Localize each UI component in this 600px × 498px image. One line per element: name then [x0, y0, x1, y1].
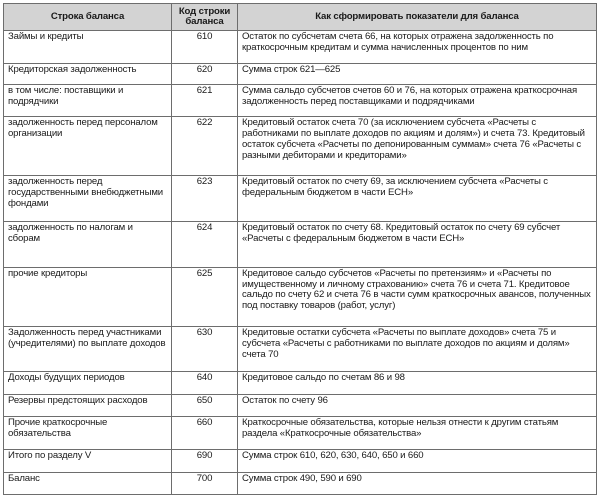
table-row	[4, 221, 597, 267]
row-code: 650	[172, 394, 238, 416]
row-desc: Остаток по субсчетам счета 66, на которых отражена задолженность по краткосрочным кредитам и сумма начисленных процентов по ним	[238, 31, 597, 64]
row-name: в том числе: поставщики и подрядчики	[4, 85, 172, 117]
row-desc: Сумма строк 621—625	[238, 64, 597, 85]
table-row	[4, 64, 597, 85]
row-name: Доходы будущих периодов	[4, 372, 172, 394]
row-code: 660	[172, 417, 238, 450]
row-desc: Кредитовый остаток счета 70 (за исключением субсчета «Расчеты с работниками по выплате доходов по акциям и долям») и счета 73. Кредитовый остаток субсчета «Расчеты по депонированным суммам» счета 76 «Расчеты с разными дебиторами и кредиторами»	[238, 117, 597, 176]
table-row	[4, 417, 597, 450]
table-row	[4, 372, 597, 394]
table-row	[4, 450, 597, 472]
row-name: Кредиторская задолженность	[4, 64, 172, 85]
table-row	[4, 394, 597, 416]
row-name: прочие кредиторы	[4, 267, 172, 327]
header-desc: Как сформировать показатели для баланса	[238, 4, 597, 31]
table-row	[4, 327, 597, 372]
row-desc: Остаток по счету 96	[238, 394, 597, 416]
row-code: 700	[172, 472, 238, 494]
row-code: 610	[172, 31, 238, 64]
row-desc: Кредитовое сальдо по счетам 86 и 98	[238, 372, 597, 394]
row-name: задолженность по налогам и сборам	[4, 221, 172, 267]
row-name: Прочие краткосрочные обязательства	[4, 417, 172, 450]
table-row	[4, 85, 597, 117]
row-code: 690	[172, 450, 238, 472]
row-code: 621	[172, 85, 238, 117]
row-desc: Сумма строк 610, 620, 630, 640, 650 и 660	[238, 450, 597, 472]
balance-table	[3, 3, 597, 495]
row-name: Резервы предстоящих расходов	[4, 394, 172, 416]
row-name: Задолженность перед участниками (учредителями) по выплате доходов	[4, 327, 172, 372]
row-name: задолженность перед государственными внебюджетными фондами	[4, 176, 172, 222]
table-row	[4, 31, 597, 64]
header-name: Строка баланса	[4, 4, 172, 31]
table-row	[4, 472, 597, 494]
row-desc: Кредитовый остаток по счету 68. Кредитовый остаток по счету 69 субсчет «Расчеты с федеральным бюджетом в части ЕСН»	[238, 221, 597, 267]
row-code: 620	[172, 64, 238, 85]
row-desc: Кредитовый остаток по счету 69, за исключением субсчета «Расчеты с федеральным бюджетом в части ЕСН»	[238, 176, 597, 222]
row-name: Итого по разделу V	[4, 450, 172, 472]
row-name: Баланс	[4, 472, 172, 494]
row-desc: Краткосрочные обязательства, которые нельзя отнести к другим статьям раздела «Краткосрочные обязательства»	[238, 417, 597, 450]
table-row	[4, 267, 597, 327]
row-code: 640	[172, 372, 238, 394]
header-row	[4, 4, 597, 31]
row-desc: Кредитовое сальдо субсчетов «Расчеты по претензиям» и «Расчеты по имущественному и личному страхованию» счета 76 и счета 71. Кредитовое сальдо по счету 62 и счета 76 в части сумм краткосрочных авансов, полученных под поставку товаров (работ, услуг)	[238, 267, 597, 327]
row-code: 625	[172, 267, 238, 327]
row-name: Займы и кредиты	[4, 31, 172, 64]
table-row	[4, 176, 597, 222]
row-code: 630	[172, 327, 238, 372]
row-desc: Кредитовые остатки субсчета «Расчеты по выплате доходов» счета 75 и субсчета «Расчеты с работниками по выплате доходов по акциям и долям» счета 70	[238, 327, 597, 372]
row-desc: Сумма сальдо субсчетов счетов 60 и 76, на которых отражена краткосрочная задолженность перед поставщиками и подрядчиками	[238, 85, 597, 117]
row-code: 624	[172, 221, 238, 267]
row-name: задолженность перед персоналом организации	[4, 117, 172, 176]
row-code: 622	[172, 117, 238, 176]
header-code: Код строки баланса	[172, 4, 238, 31]
table-row	[4, 117, 597, 176]
row-code: 623	[172, 176, 238, 222]
row-desc: Сумма строк 490, 590 и 690	[238, 472, 597, 494]
